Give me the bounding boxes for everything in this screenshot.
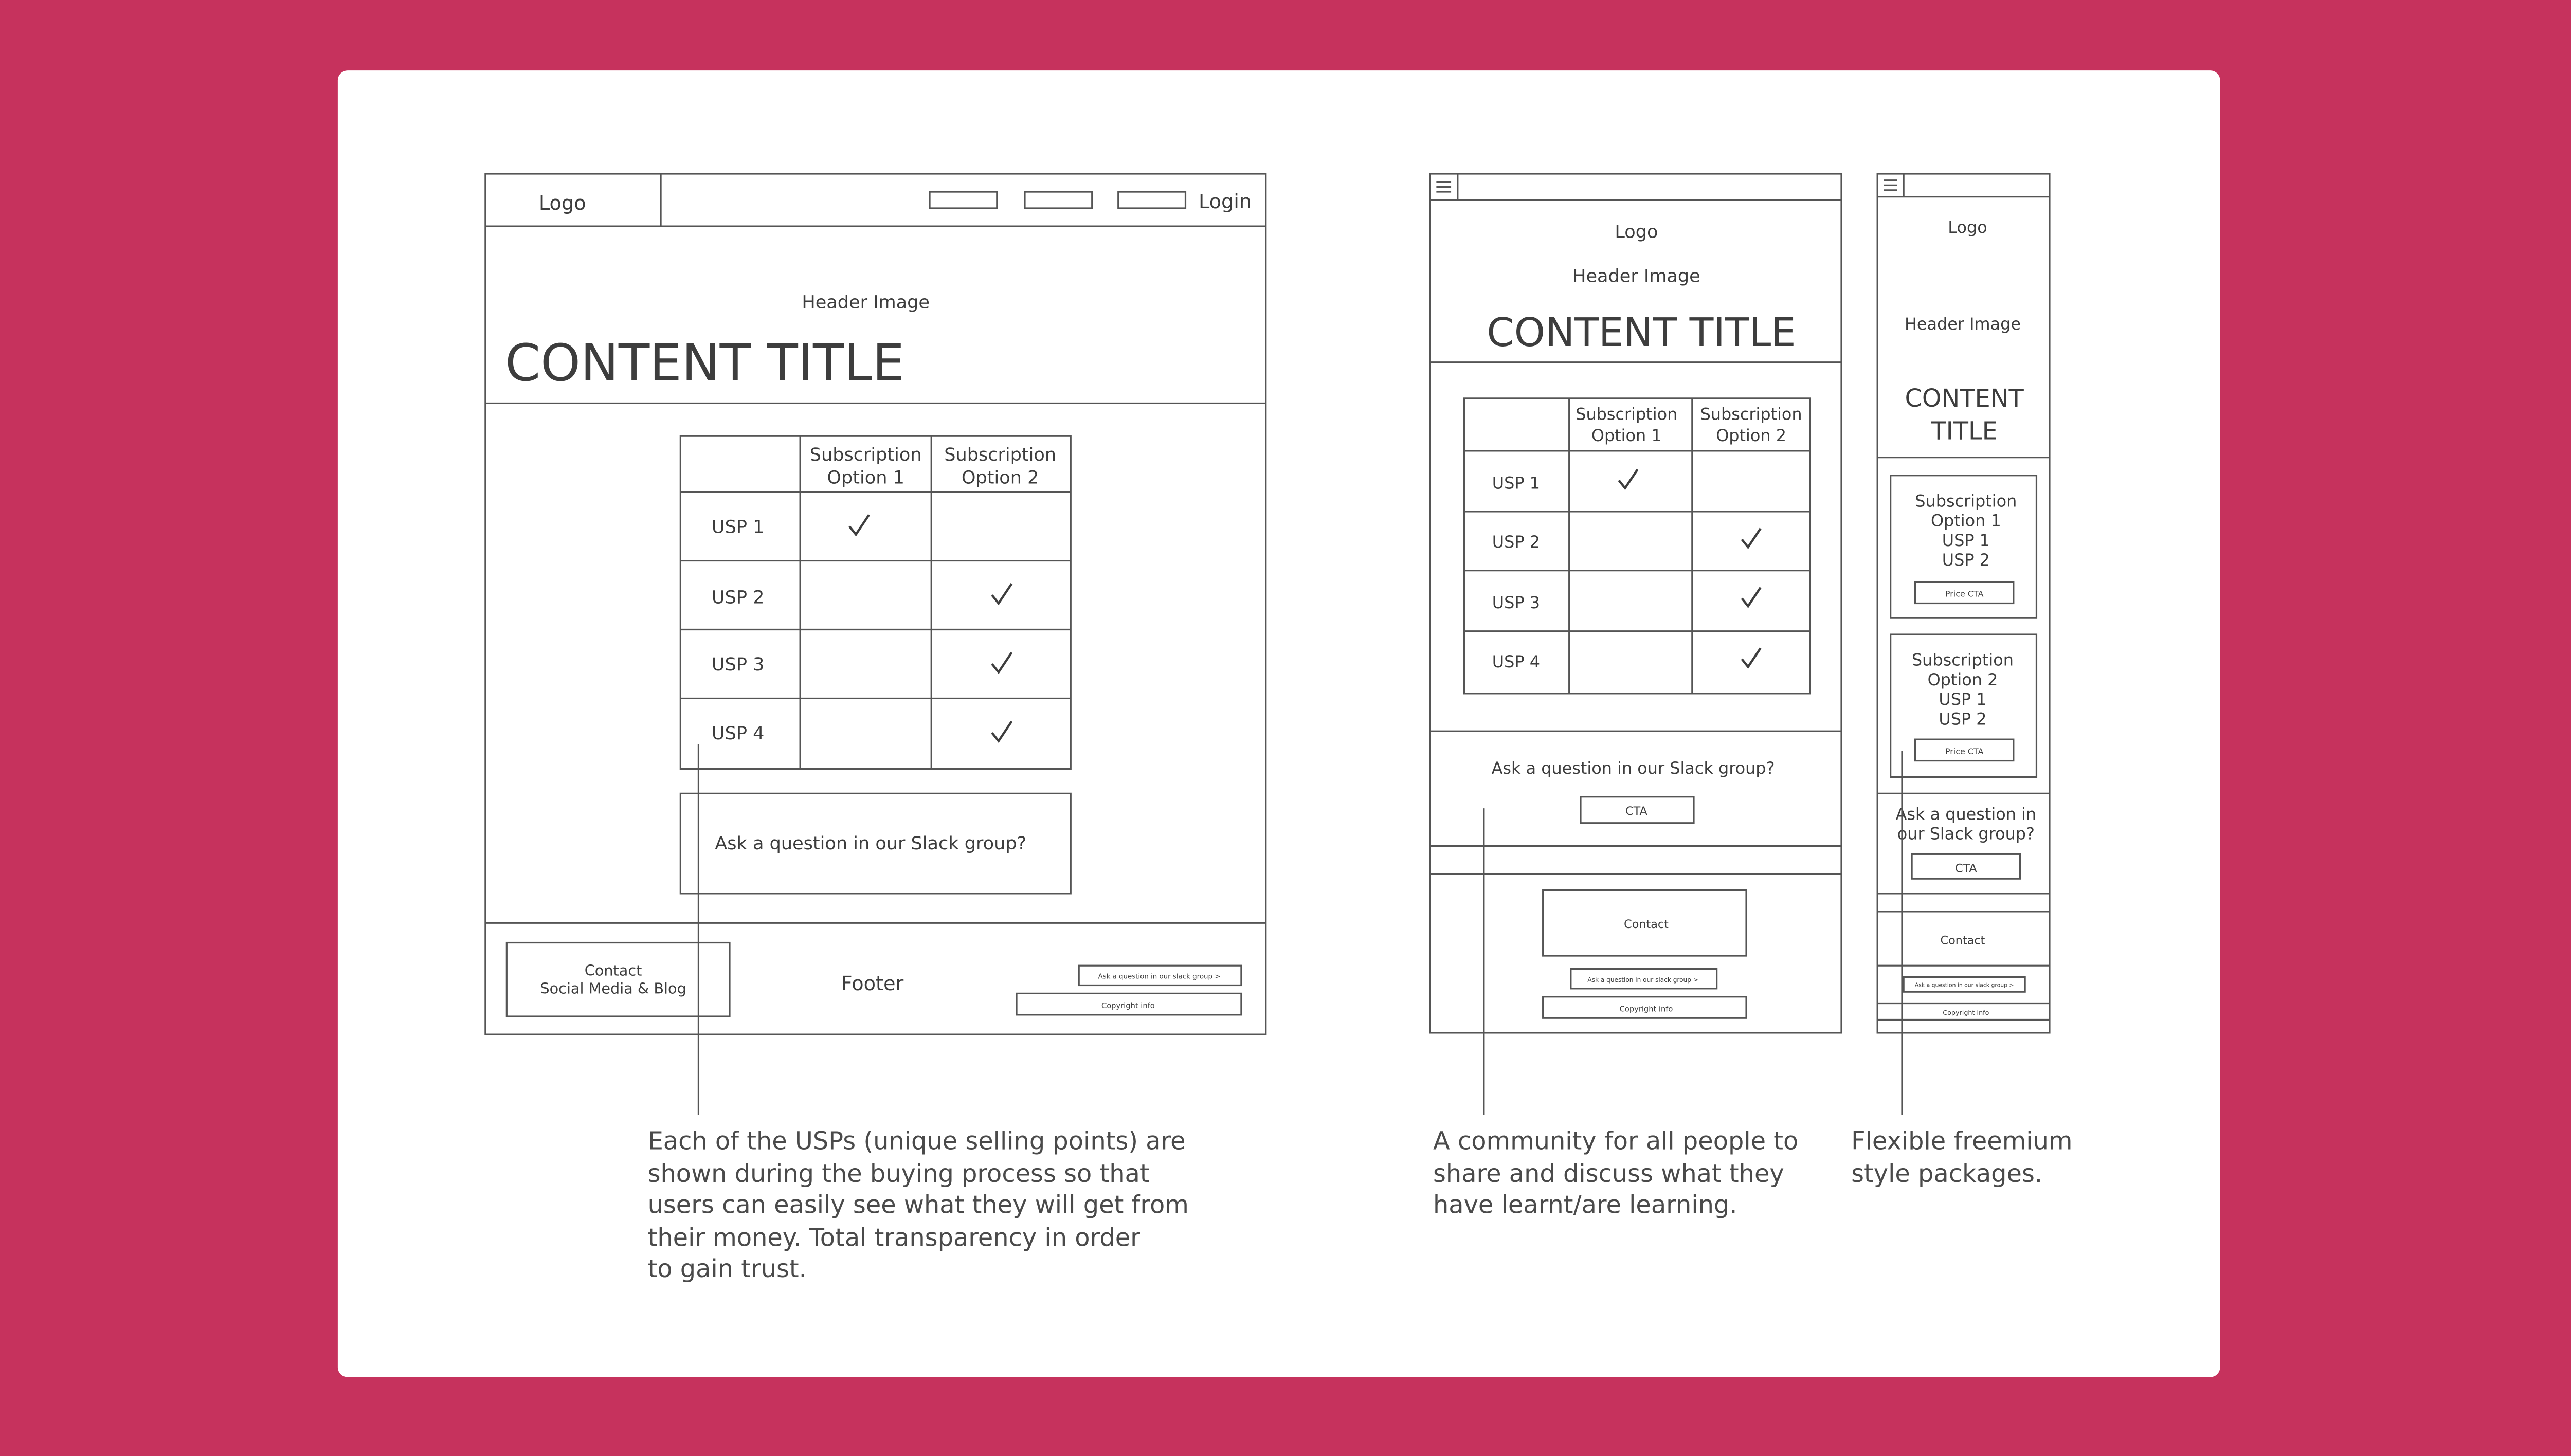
- desktop-slack-question: Ask a question in our Slack group?: [715, 832, 1027, 854]
- check-icon: [1619, 469, 1637, 488]
- tablet-logo: Logo: [1615, 221, 1658, 243]
- tablet-frame: [1430, 174, 1841, 1033]
- tablet-row-label: USP 3: [1492, 593, 1540, 613]
- mobile-package-line: USP 1: [1939, 689, 1987, 709]
- mobile-slack-question: our Slack group?: [1897, 824, 2035, 844]
- mobile-content-title: TITLE: [1931, 417, 1998, 446]
- desktop-nav-item[interactable]: [1025, 192, 1092, 208]
- tablet-footer-slack-text: Ask a question in our slack group >: [1587, 976, 1698, 984]
- annotation-line: A community for all people to: [1433, 1126, 1799, 1156]
- mobile-package-line: Subscription: [1915, 491, 2017, 511]
- hamburger-menu-icon[interactable]: [1884, 180, 1897, 190]
- desktop-row-label: USP 3: [711, 654, 765, 676]
- tablet-cta-label: CTA: [1625, 804, 1647, 818]
- annotation-line: Each of the USPs (unique selling points) are: [647, 1126, 1186, 1156]
- check-icon: [1742, 529, 1760, 547]
- check-icon: [849, 515, 869, 534]
- mobile-footer-copyright-text: Copyright info: [1943, 1009, 1989, 1017]
- tablet-row-label: USP 2: [1492, 532, 1540, 552]
- desktop-login-link[interactable]: Login: [1198, 190, 1252, 213]
- desktop-footer-label: Footer: [841, 972, 904, 996]
- annotation-line: have learnt/are learning.: [1433, 1190, 1737, 1220]
- tablet-col-header: Option 2: [1716, 425, 1787, 445]
- desktop-footer-contact-line: Contact: [584, 961, 642, 979]
- mobile-cta-label: CTA: [1954, 862, 1977, 876]
- tablet-header-image: Header Image: [1572, 265, 1700, 287]
- annotation-line: users can easily see what they will get from: [647, 1190, 1189, 1220]
- desktop-row-label: USP 1: [711, 516, 765, 538]
- tablet-footer-copyright-text: Copyright info: [1619, 1005, 1673, 1014]
- mobile-content-title: CONTENT: [1905, 384, 2024, 413]
- tablet-content-title: CONTENT TITLE: [1487, 310, 1796, 356]
- tablet-col-header: Option 1: [1591, 425, 1662, 445]
- desktop-footer-slack-text: Ask a question in our slack group >: [1098, 973, 1221, 981]
- annotation-line: style packages.: [1851, 1158, 2043, 1188]
- mobile-package-line: Option 2: [1927, 669, 1998, 689]
- mobile-price-cta-label: Price CTA: [1945, 589, 1984, 599]
- mobile-package-line: Subscription: [1911, 650, 2014, 670]
- annotation-line: share and discuss what they: [1433, 1158, 1784, 1188]
- desktop-header-image: Header Image: [802, 292, 930, 313]
- desktop-content-title: CONTENT TITLE: [505, 333, 904, 393]
- check-icon: [992, 652, 1011, 672]
- desktop-col-header: Option 2: [961, 467, 1039, 488]
- mobile-package-card: [1891, 476, 2037, 618]
- tablet-col-header: Subscription: [1576, 404, 1678, 424]
- annotation-line: Flexible freemium: [1851, 1126, 2073, 1156]
- check-icon: [992, 721, 1011, 741]
- mobile-slack-question: Ask a question in: [1895, 804, 2037, 824]
- desktop-row-label: USP 4: [711, 723, 765, 744]
- desktop-col-header: Option 1: [827, 467, 904, 488]
- mobile-package-line: USP 1: [1942, 530, 1990, 550]
- tablet-contact-label: Contact: [1624, 917, 1669, 931]
- mobile-price-cta-label: Price CTA: [1945, 746, 1984, 756]
- tablet-wireframe: [1430, 174, 1841, 1115]
- check-icon: [1742, 588, 1760, 606]
- check-icon: [1742, 648, 1760, 667]
- desktop-footer-copyright-text: Copyright info: [1101, 1002, 1155, 1011]
- desktop-nav-item[interactable]: [930, 192, 997, 208]
- mobile-package-line: USP 2: [1942, 550, 1990, 570]
- mobile-package-line: USP 2: [1939, 709, 1987, 729]
- tablet-col-header: Subscription: [1700, 404, 1802, 424]
- desktop-col-header: Subscription: [944, 444, 1057, 466]
- mobile-header-image: Header Image: [1904, 314, 2021, 334]
- annotation-usps: [648, 1126, 1189, 1286]
- desktop-logo: Logo: [538, 192, 586, 215]
- desktop-comparison-table: [680, 436, 1071, 769]
- annotation-community: [1433, 1126, 1798, 1223]
- tablet-row-label: USP 4: [1492, 651, 1540, 671]
- desktop-footer-contact-line: Social Media & Blog: [540, 979, 686, 997]
- tablet-row-label: USP 1: [1492, 473, 1540, 493]
- mobile-contact-label[interactable]: Contact: [1940, 934, 1985, 948]
- tablet-comparison-table: [1464, 398, 1810, 694]
- mobile-package-card: [1891, 634, 2037, 777]
- mobile-package-line: Option 1: [1930, 511, 2001, 531]
- mobile-footer-slack-text: Ask a question in our slack group >: [1914, 981, 2014, 989]
- mobile-wireframe: [1877, 174, 2050, 1115]
- annotation-freemium: [1851, 1126, 2072, 1190]
- mobile-logo: Logo: [1948, 217, 1987, 237]
- hamburger-menu-icon[interactable]: [1436, 182, 1451, 192]
- desktop-row-label: USP 2: [711, 587, 765, 608]
- desktop-nav-item[interactable]: [1118, 192, 1186, 208]
- annotation-line: to gain trust.: [647, 1254, 807, 1284]
- desktop-col-header: Subscription: [809, 444, 922, 466]
- tablet-slack-question: Ask a question in our Slack group?: [1491, 758, 1775, 778]
- desktop-wireframe: [485, 174, 1266, 1115]
- annotation-line: shown during the buying process so that: [647, 1158, 1150, 1188]
- annotation-line: their money. Total transparency in order: [647, 1222, 1140, 1252]
- check-icon: [992, 584, 1011, 603]
